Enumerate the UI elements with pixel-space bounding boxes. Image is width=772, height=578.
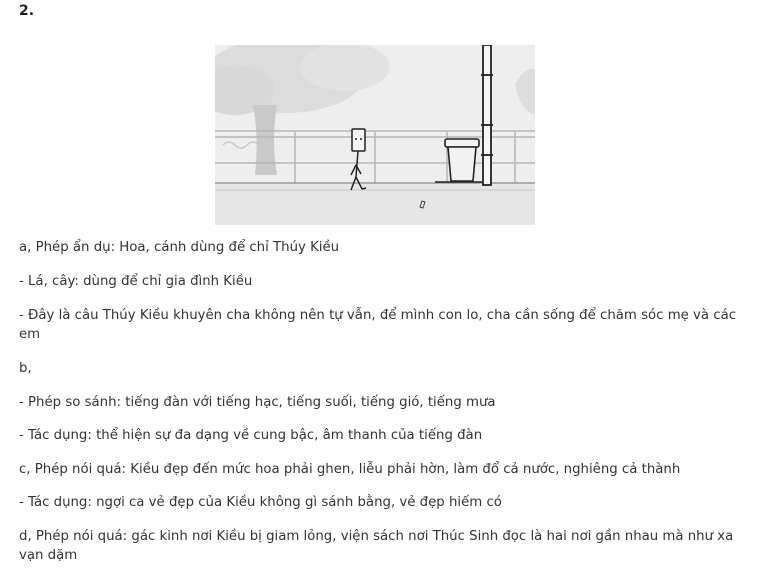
answer-b-label: b,: [19, 361, 32, 376]
illustration-image: [215, 45, 535, 225]
answer-a-context: - Đây là câu Thúy Kiều khuyên cha không nên tự vẫn, để mình con lo, cha cần sống để chăm sóc mẹ và các em: [19, 308, 737, 342]
answer-c-hyperbole: c, Phép nói quá: Kiều đẹp đến mức hoa phải ghen, liễu phải hờn, làm đổ cả nước, nghiêng cả thành: [19, 462, 681, 477]
answer-a-metaphor: a, Phép ẩn dụ: Hoa, cánh dùng để chỉ Thúy Kiều: [19, 240, 340, 255]
answer-c-effect: - Tác dụng: ngợi ca vẻ đẹp của Kiều không gì sánh bằng, vẻ đẹp hiếm có: [19, 495, 502, 510]
utility-pole-icon: [481, 45, 493, 185]
answer-d-hyperbole: d, Phép nói quá: gác kinh nơi Kiều bị giam lỏng, viện sách nơi Thúc Sinh đọc là hai nơi gần nhau mà như xa vạn dặm: [19, 529, 734, 563]
exercise-number: 2.: [19, 3, 35, 19]
answer-a-leaves: - Lá, cây: dùng để chỉ gia đình Kiều: [19, 274, 253, 289]
answer-b-effect: - Tác dụng: thể hiện sự đa dạng về cung bậc, âm thanh của tiếng đàn: [19, 428, 483, 443]
answer-b-simile: - Phép so sánh: tiếng đàn với tiếng hạc, tiếng suối, tiếng gió, tiếng mưa: [19, 395, 496, 410]
